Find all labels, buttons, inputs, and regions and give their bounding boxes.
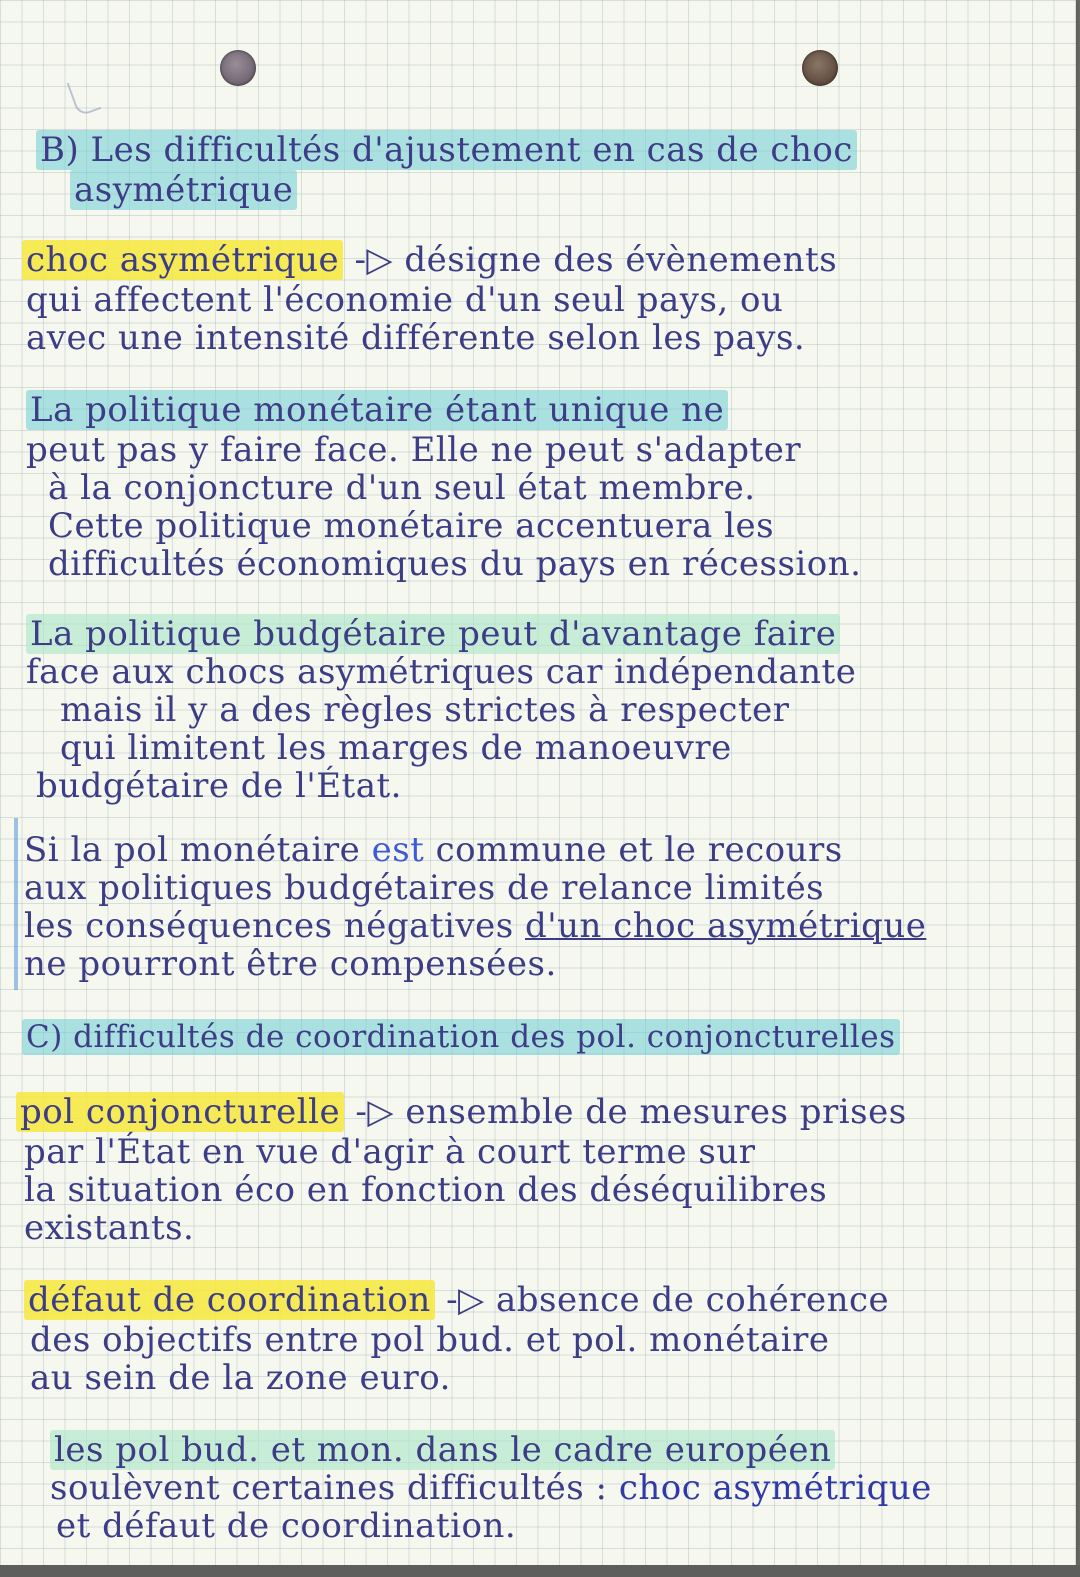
def2-line2: des objectifs entre pol bud. et pol. monétaire xyxy=(30,1320,830,1360)
desk-edge xyxy=(0,1565,1080,1577)
section-b-title-line2-row xyxy=(70,170,297,210)
p3-line1-a: Si la pol monétaire xyxy=(24,830,361,870)
def2-line1: absence de cohérence xyxy=(496,1280,890,1320)
section-b-title-line2: asymétrique xyxy=(70,170,297,210)
p3-line3 xyxy=(24,906,926,946)
paragraph-2-line xyxy=(26,614,840,654)
p1-line5: difficultés économiques du pays en récession. xyxy=(48,544,862,584)
arrow-3: -▷ xyxy=(446,1280,485,1320)
def1-line2: par l'État en vue d'agir à court terme sur xyxy=(24,1132,756,1172)
punch-hole-right xyxy=(802,50,838,86)
last-line2-a: soulèvent certaines difficultés : xyxy=(50,1468,608,1508)
margin-bar xyxy=(14,818,18,990)
last-line3: et défaut de coordination. xyxy=(56,1506,517,1546)
section-b-title xyxy=(36,130,857,170)
p1-line3: à la conjoncture d'un seul état membre. xyxy=(48,468,756,508)
last-line2 xyxy=(50,1468,932,1508)
term-choc-asymetrique: choc asymétrique xyxy=(22,240,343,280)
last-line1-text: les pol bud. et mon. dans le cadre européen xyxy=(50,1430,835,1470)
term-defaut-coordination: défaut de coordination xyxy=(24,1280,435,1320)
last-line2-b: choc asymétrique xyxy=(618,1468,932,1508)
def2-line3: au sein de la zone euro. xyxy=(30,1358,451,1398)
p1-line4: Cette politique monétaire accentuera les xyxy=(48,506,775,546)
arrow-2: -▷ xyxy=(355,1092,395,1132)
p3-line3-b: d'un choc asymétrique xyxy=(525,906,927,946)
section-c-title: C) difficultés de coordination des pol. conjoncturelles xyxy=(22,1019,900,1055)
p2-line2: face aux chocs asymétriques car indépendante xyxy=(26,652,857,692)
last-line1 xyxy=(50,1430,835,1470)
def1-line3: la situation éco en fonction des déséquilibres xyxy=(24,1170,828,1210)
p1-line1: La politique monétaire étant unique ne xyxy=(26,390,728,430)
p3-line1-est: est xyxy=(371,830,425,870)
p3-line3-a: les conséquences négatives xyxy=(24,906,514,946)
definition-choc-line2: qui affectent l'économie d'un seul pays, ou xyxy=(26,280,784,320)
paragraph-1-line xyxy=(26,390,728,430)
p3-line1-b: commune et le recours xyxy=(435,830,843,870)
def1-line1: ensemble de mesures prises xyxy=(405,1092,907,1132)
definition-defaut-row xyxy=(24,1280,889,1320)
p2-line4: qui limitent les marges de manoeuvre xyxy=(60,728,732,768)
definition-choc-line1: désigne des évènements xyxy=(404,240,838,280)
arrow-1: -▷ xyxy=(354,240,394,280)
section-b-title-line1: B) Les difficultés d'ajustement en cas de choc xyxy=(36,130,857,170)
punch-hole-left xyxy=(220,50,256,86)
term-pol-conjoncturelle: pol conjoncturelle xyxy=(16,1092,344,1132)
p3-line1 xyxy=(24,830,843,870)
p3-line2: aux politiques budgétaires de relance limités xyxy=(24,868,825,908)
p2-line1: La politique budgétaire peut d'avantage faire xyxy=(26,614,840,654)
section-c-title-row xyxy=(22,1016,900,1057)
p2-line5: budgétaire de l'État. xyxy=(36,766,402,806)
p1-line2: peut pas y faire face. Elle ne peut s'adapter xyxy=(26,430,802,470)
p3-line4: ne pourront être compensées. xyxy=(24,944,557,984)
p2-line3: mais il y a des règles strictes à respecter xyxy=(60,690,790,730)
definition-pol-row xyxy=(16,1092,907,1132)
def1-line4: existants. xyxy=(24,1208,195,1248)
definition-choc-line3: avec une intensité différente selon les pays. xyxy=(26,318,806,358)
check-mark-icon xyxy=(67,75,102,117)
definition-choc-row xyxy=(22,240,837,280)
